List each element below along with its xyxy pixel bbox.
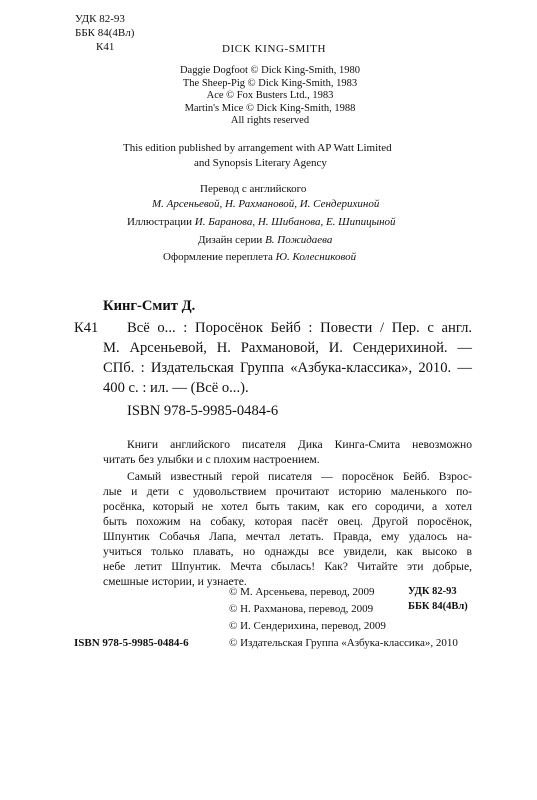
copyright-line: Martin's Mice © Dick King-Smith, 1988 bbox=[184, 102, 356, 114]
ru-copyright-line: © И. Сендерихина, перевод, 2009 bbox=[229, 620, 386, 632]
catalog-line: СПб. : Издательская Группа «Азбука-классика», 2010. — bbox=[103, 360, 472, 376]
bbk-code: ББК 84(4Вл) bbox=[75, 27, 135, 39]
design-label: Дизайн серии bbox=[198, 234, 263, 246]
footer-isbn: ISBN 978-5-9985-0484-6 bbox=[74, 637, 189, 649]
ru-copyright-line: © М. Арсеньева, перевод, 2009 bbox=[229, 586, 375, 598]
designer-name: В. Пожидаева bbox=[265, 234, 333, 246]
catalog-code: К41 bbox=[74, 320, 99, 336]
author-code: К41 bbox=[96, 41, 115, 53]
annotation-line: Книги английского писателя Дика Кинга-Смита невозможно bbox=[127, 438, 472, 451]
annotation-line: Шпунтик Собачья Лапа, мечтал летать. Правда, ему удалось на- bbox=[103, 530, 472, 543]
edition-note-line: and Synopsis Literary Agency bbox=[194, 157, 327, 169]
catalog-isbn: ISBN 978-5-9985-0484-6 bbox=[127, 403, 279, 419]
footer-bbk-code: ББК 84(4Вл) bbox=[408, 601, 468, 612]
footer-udk-code: УДК 82-93 bbox=[408, 586, 457, 597]
illustrations-credit bbox=[127, 216, 396, 230]
translator-names: М. Арсеньевой, Н. Рахмановой, И. Сендерихиной bbox=[152, 198, 380, 210]
binding-designer-name: Ю. Колесниковой bbox=[275, 251, 357, 263]
annotation-line: Самый известный герой писателя — поросёнок Бейб. Взрос- bbox=[127, 470, 472, 483]
binding-credit bbox=[163, 251, 356, 265]
catalog-heading: Кинг-Смит Д. bbox=[103, 298, 196, 314]
copyright-line: Daggie Dogfoot © Dick King-Smith, 1980 bbox=[179, 65, 361, 76]
ru-copyright-line: © Н. Рахманова, перевод, 2009 bbox=[229, 603, 374, 615]
copyright-line: All rights reserved bbox=[230, 115, 310, 126]
binding-label: Оформление переплета bbox=[163, 251, 273, 263]
annotation-line: читать без улыбки и с плохим настроением. bbox=[103, 453, 320, 466]
catalog-line: Всё о... : Поросёнок Бейб : Повести / Пер. с англ. bbox=[127, 320, 472, 336]
design-credit bbox=[198, 234, 332, 248]
illustrators-names: И. Баранова, Н. Шибанова, Е. Шипицыной bbox=[194, 216, 396, 228]
copyright-line: The Sheep-Pig © Dick King-Smith, 1983 bbox=[182, 77, 358, 89]
author-name: DICK KING-SMITH bbox=[222, 43, 327, 55]
edition-note-line: This edition published by arrangement with AP Watt Limited bbox=[123, 142, 392, 154]
udk-code: УДК 82-93 bbox=[75, 13, 125, 25]
ru-copyright-line: © Издательская Группа «Азбука-классика», 2010 bbox=[229, 637, 458, 649]
annotation-line: быть похожим на собаку, которая пасёт овец. Другой поросёнок, bbox=[103, 515, 472, 528]
annotation-line: лые и дети с удовольствием прочитают историю маленького по- bbox=[103, 485, 472, 498]
catalog-line: 400 с. : ил. — (Всё о...). bbox=[103, 380, 249, 396]
annotation-line: росёнка, который не хотел быть таким, как его сородичи, а хотел bbox=[103, 500, 472, 513]
translation-label: Перевод с английского bbox=[200, 183, 307, 195]
copyright-line: Ace © Fox Busters Ltd., 1983 bbox=[206, 90, 334, 101]
annotation-line: учиться только плавать, но однажды все увидели, как высоко в bbox=[103, 545, 472, 558]
illustrations-label: Иллюстрации bbox=[127, 216, 193, 228]
english-copyrights bbox=[150, 65, 390, 128]
annotation-line: смешные истории, и узнаете. bbox=[103, 575, 247, 588]
annotation-line: небе летит Шпунтик. Мечта сбылась! Как? Читайте эти добрые, bbox=[103, 560, 472, 573]
catalog-line: М. Арсеньевой, Н. Рахмановой, И. Сендерихиной. — bbox=[103, 340, 472, 356]
